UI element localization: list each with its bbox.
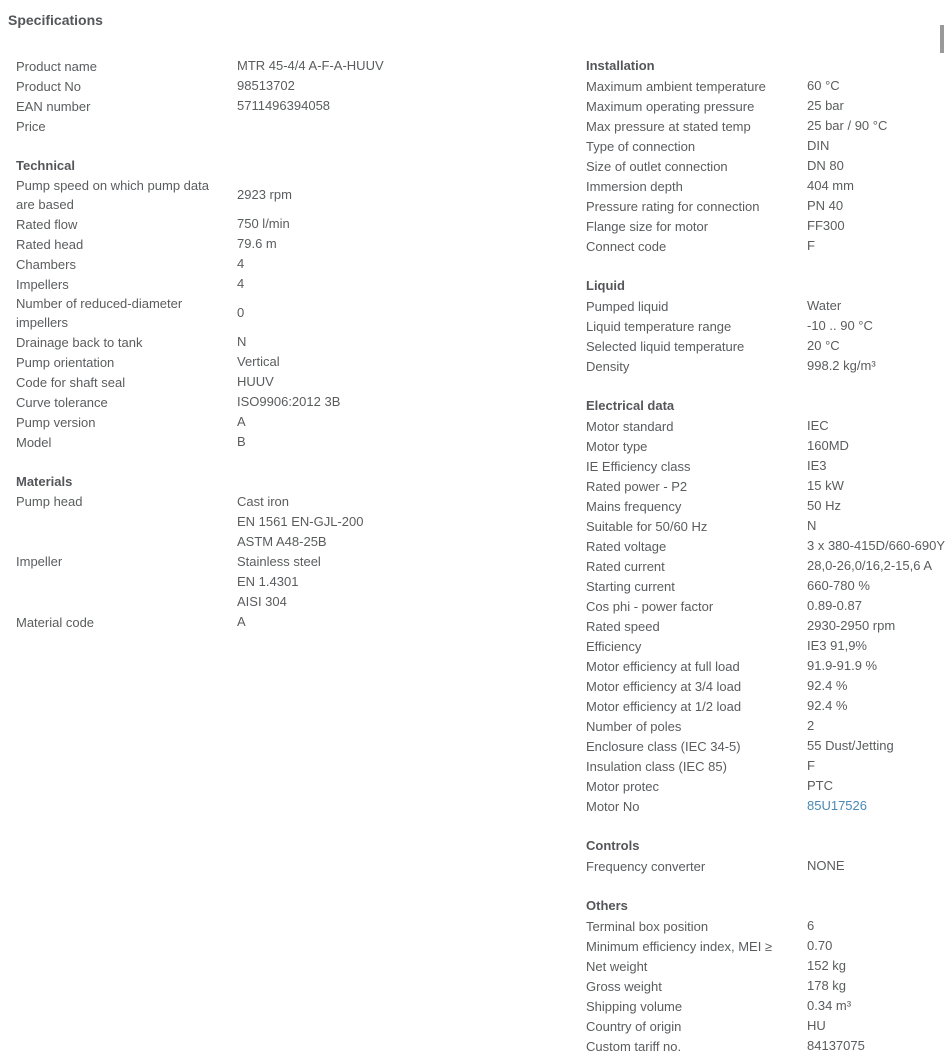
spec-label: Rated head [16, 236, 84, 252]
spec-value: Water [807, 298, 842, 313]
spec-value: F [807, 758, 815, 773]
section-heading: Installation [586, 58, 655, 73]
spec-row [586, 556, 945, 576]
spec-label: Number of poles [586, 718, 682, 734]
spec-row [586, 416, 945, 436]
spec-row [16, 332, 571, 352]
spec-value-line: ASTM A48-25B [237, 534, 327, 549]
spec-row [586, 196, 945, 216]
spec-label: Efficiency [586, 638, 642, 654]
spec-row [586, 776, 945, 796]
spec-row [586, 156, 945, 176]
spec-value: NONE [807, 858, 845, 873]
spec-value-line: EN 1.4301 [237, 574, 299, 589]
spec-label: Chambers [16, 256, 76, 272]
spec-value: F [807, 238, 815, 253]
spec-value: PTC [807, 778, 833, 793]
spec-row [586, 356, 945, 376]
spec-label: Price [16, 118, 46, 134]
spec-value: 98513702 [237, 78, 295, 93]
spec-row [16, 76, 571, 96]
spec-value: HUUV [237, 374, 274, 389]
spec-row [586, 696, 945, 716]
spec-value: N [237, 334, 247, 349]
spec-value: 25 bar [807, 98, 844, 113]
spec-value: DIN [807, 138, 830, 153]
spec-row [586, 596, 945, 616]
spec-label: Mains frequency [586, 498, 682, 514]
spec-label: Rated current [586, 558, 665, 574]
spec-row [586, 576, 945, 596]
spec-label: Pump orientation [16, 354, 115, 370]
spec-value: 178 kg [807, 978, 847, 993]
spec-label: Rated voltage [586, 538, 667, 554]
spec-label: Rated speed [586, 618, 660, 634]
spec-value: 79.6 m [237, 236, 277, 251]
section-liquid [586, 276, 945, 376]
spec-label: Product No [16, 78, 82, 94]
spec-row [16, 56, 571, 76]
spec-label: Motor standard [586, 418, 674, 434]
spec-label: Insulation class (IEC 85) [586, 758, 727, 774]
spec-label: Maximum ambient temperature [586, 78, 766, 94]
spec-row [586, 336, 945, 356]
spec-value: 660-780 % [807, 578, 870, 593]
spec-row [16, 274, 571, 294]
spec-label: Motor efficiency at 3/4 load [586, 678, 742, 694]
spec-row [586, 636, 945, 656]
spec-label: Pump speed on which pump data are based [16, 178, 209, 212]
section-controls [586, 836, 945, 876]
spec-row [16, 234, 571, 254]
spec-label: Minimum efficiency index, MEI ≥ [586, 938, 773, 954]
spec-row [586, 976, 945, 996]
section-heading: Others [586, 898, 628, 913]
spec-row [586, 956, 945, 976]
specs-column-left [16, 56, 571, 632]
spec-value [807, 796, 867, 816]
spec-label: Maximum operating pressure [586, 98, 755, 114]
spec-value: 152 kg [807, 958, 847, 973]
spec-row [586, 496, 945, 516]
spec-value [237, 492, 363, 552]
section-heading: Technical [16, 158, 76, 173]
spec-label: Pressure rating for connection [586, 198, 760, 214]
spec-label: Immersion depth [586, 178, 683, 194]
spec-label: EAN number [16, 98, 91, 114]
spec-row [16, 214, 571, 234]
spec-value: MTR 45-4/4 A-F-A-HUUV [237, 58, 384, 73]
spec-label: Connect code [586, 238, 667, 254]
spec-label: Product name [16, 58, 97, 74]
section-heading: Materials [16, 474, 73, 489]
section-heading: Controls [586, 838, 640, 853]
spec-label: Curve tolerance [16, 394, 108, 410]
spec-row [16, 96, 571, 116]
spec-value: PN 40 [807, 198, 844, 213]
spec-value: 0.89-0.87 [807, 598, 862, 613]
section-product-identity [16, 56, 571, 136]
spec-label: Size of outlet connection [586, 158, 728, 174]
spec-value: DN 80 [807, 158, 844, 173]
spec-label: Motor No [586, 798, 640, 814]
spec-row [586, 236, 945, 256]
spec-row [586, 436, 945, 456]
spec-value-line: EN 1561 EN-GJL-200 [237, 514, 364, 529]
spec-label: Suitable for 50/60 Hz [586, 518, 708, 534]
spec-value: IEC [807, 418, 829, 433]
spec-label: Shipping volume [586, 998, 683, 1014]
spec-label: Cos phi - power factor [586, 598, 714, 614]
spec-label: Code for shaft seal [16, 374, 126, 390]
spec-row [586, 136, 945, 156]
spec-row [586, 76, 945, 96]
spec-value: 2923 rpm [237, 187, 292, 202]
spec-row [586, 1036, 945, 1056]
spec-value: 15 kW [807, 478, 844, 493]
spec-label: Drainage back to tank [16, 334, 143, 350]
spec-label: Liquid temperature range [586, 318, 732, 334]
spec-value: Vertical [237, 354, 280, 369]
spec-value: 20 °C [807, 338, 840, 353]
spec-value-line: Cast iron [237, 494, 290, 509]
spec-value: 5711496394058 [237, 98, 331, 113]
page-title: Specifications [8, 12, 103, 28]
spec-row [586, 676, 945, 696]
section-heading: Liquid [586, 278, 625, 293]
spec-value: 6 [807, 918, 815, 933]
spec-value: 92.4 % [807, 678, 848, 693]
spec-row [586, 296, 945, 316]
spec-row [586, 716, 945, 736]
spec-row [586, 176, 945, 196]
section-installation [586, 56, 945, 256]
spec-value: 4 [237, 276, 245, 291]
motor-no-link[interactable]: 85U17526 [807, 798, 867, 813]
spec-label: Type of connection [586, 138, 696, 154]
spec-value: 91.9-91.9 % [807, 658, 878, 673]
spec-value: 3 x 380-415D/660-690Y [807, 538, 945, 553]
spec-row [586, 516, 945, 536]
spec-value: ISO9906:2012 3B [237, 394, 341, 409]
spec-label: Custom tariff no. [586, 1038, 682, 1054]
spec-row [16, 552, 571, 612]
spec-label: Rated flow [16, 216, 78, 232]
vertical-scrollbar-thumb[interactable] [940, 25, 944, 53]
spec-label: Impeller [16, 554, 63, 569]
spec-value: 404 mm [807, 178, 854, 193]
spec-label: Model [16, 434, 52, 450]
spec-row [16, 612, 571, 632]
section-electrical-data [586, 396, 945, 816]
spec-value: 60 °C [807, 78, 840, 93]
spec-value: A [237, 614, 246, 629]
spec-value: A [237, 414, 246, 429]
spec-value: IE3 [807, 458, 827, 473]
spec-value: 25 bar / 90 °C [807, 118, 888, 133]
spec-label: Pump version [16, 414, 96, 430]
spec-label: Motor efficiency at 1/2 load [586, 698, 742, 714]
spec-value-line: Stainless steel [237, 554, 321, 569]
spec-label: Flange size for motor [586, 218, 709, 234]
spec-row [586, 916, 945, 936]
spec-value: 0.70 [807, 938, 833, 953]
spec-label: Frequency converter [586, 858, 706, 874]
spec-row [586, 936, 945, 956]
spec-label: Net weight [586, 958, 648, 974]
spec-row [586, 316, 945, 336]
spec-row [586, 656, 945, 676]
spec-row [586, 996, 945, 1016]
specs-column-right [586, 56, 945, 1056]
spec-label: Density [586, 358, 630, 374]
spec-label: Terminal box position [586, 918, 709, 934]
spec-row [586, 616, 945, 636]
spec-value: 55 Dust/Jetting [807, 738, 894, 753]
section-heading: Electrical data [586, 398, 675, 413]
spec-row [16, 116, 571, 136]
spec-value [237, 552, 321, 612]
spec-label: Number of reduced-diameter impellers [16, 296, 183, 330]
spec-label: Enclosure class (IEC 34-5) [586, 738, 741, 754]
spec-row [586, 1016, 945, 1036]
spec-value: 998.2 kg/m³ [807, 358, 876, 373]
spec-label: Pumped liquid [586, 298, 669, 314]
spec-row [586, 456, 945, 476]
spec-row [586, 96, 945, 116]
spec-value: N [807, 518, 817, 533]
spec-label: IE Efficiency class [586, 458, 691, 474]
spec-row [16, 176, 571, 214]
spec-value: 4 [237, 256, 245, 271]
spec-value: 0.34 m³ [807, 998, 852, 1013]
spec-value: 84137075 [807, 1038, 865, 1053]
spec-label: Max pressure at stated temp [586, 118, 751, 134]
spec-label: Motor type [586, 438, 648, 454]
spec-row [16, 392, 571, 412]
spec-row [16, 372, 571, 392]
spec-value: 2930-2950 rpm [807, 618, 896, 633]
spec-row [586, 796, 945, 816]
spec-label: Material code [16, 614, 95, 630]
spec-label: Pump head [16, 494, 83, 509]
spec-label: Country of origin [586, 1018, 682, 1034]
spec-row [16, 352, 571, 372]
spec-row [16, 412, 571, 432]
spec-value: 92.4 % [807, 698, 848, 713]
spec-value: HU [807, 1018, 826, 1033]
spec-row [16, 294, 571, 332]
spec-row [16, 254, 571, 274]
spec-value: 750 l/min [237, 216, 290, 231]
spec-row [586, 216, 945, 236]
spec-value: -10 .. 90 °C [807, 318, 873, 333]
section-materials [16, 472, 571, 632]
spec-label: Impellers [16, 276, 69, 292]
spec-row [586, 736, 945, 756]
spec-row [16, 492, 571, 552]
spec-row [586, 756, 945, 776]
section-others [586, 896, 945, 1056]
spec-row [586, 536, 945, 556]
spec-value: 0 [237, 305, 245, 320]
spec-value: FF300 [807, 218, 845, 233]
spec-label: Motor protec [586, 778, 659, 794]
spec-value: 50 Hz [807, 498, 841, 513]
spec-row [16, 432, 571, 452]
spec-row [586, 476, 945, 496]
spec-value: B [237, 434, 246, 449]
spec-value: 2 [807, 718, 815, 733]
spec-label: Rated power - P2 [586, 478, 688, 494]
spec-value-line: AISI 304 [237, 594, 287, 609]
section-technical [16, 156, 571, 452]
spec-row [586, 116, 945, 136]
spec-row [586, 856, 945, 876]
spec-label: Selected liquid temperature [586, 338, 745, 354]
spec-value: 28,0-26,0/16,2-15,6 A [807, 558, 933, 573]
spec-value: IE3 91,9% [807, 638, 867, 653]
spec-label: Starting current [586, 578, 675, 594]
spec-label: Motor efficiency at full load [586, 658, 740, 674]
spec-label: Gross weight [586, 978, 662, 994]
spec-value: 160MD [807, 438, 849, 453]
